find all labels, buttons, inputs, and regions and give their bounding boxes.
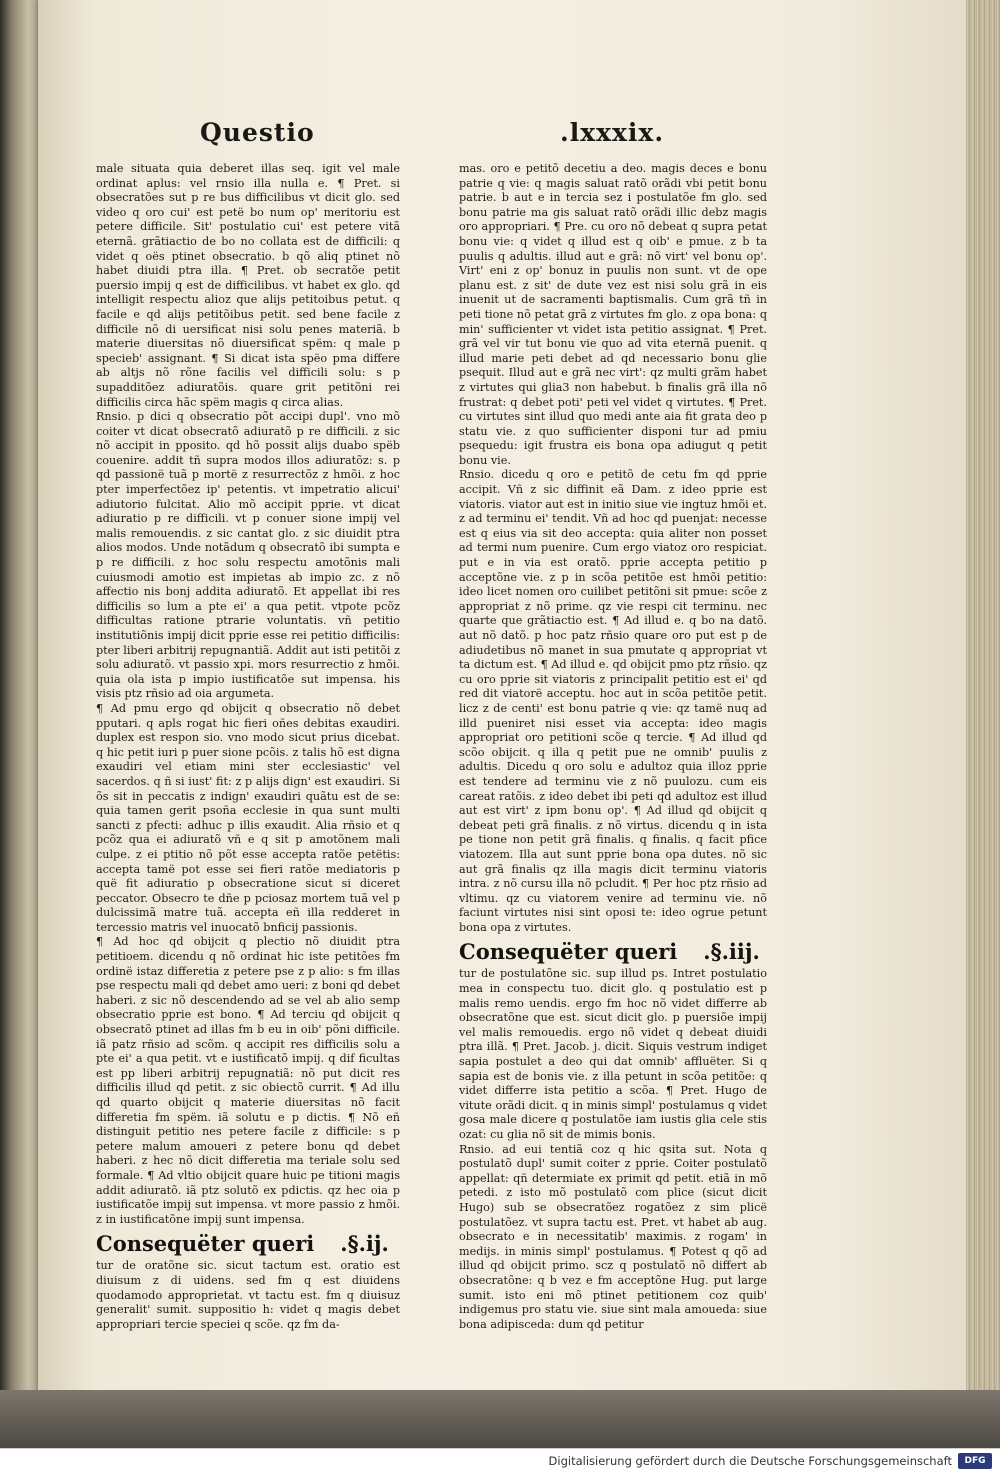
paragraph: Rnsio. p dici q obsecratio põt accipi dupl'. vno mõ coiter vt dicat obsecratõ adiuratõ p re difficili. z sic nõ accipit in pposito. qd hõ possit alijs duabo spëb couenire. addit tñ supra modos illos adiuratõz: s. p qd passionë tuã p mortë z resurrectõz z hmõi. z hoc pter imperfectõez ip' petentis. vt impetratio alicui' adiutorio fulcitat. Alio mõ accipit pprie. vt dicat adiuratio p re difficili. vt p conuer sione impij vel malis remouendis. z sic cantat glo. z sic diuidit ptra alios modos. Unde notãdum q obsecratõ ibi sumpta e p re difficili. z hoc solu respectu amotõnis mali cuiusmodi amotio est impietas ab impio zc. z nõ affectio nis bonj addita adiuratõ. Et appellat ibi res difficilis so lum a pte ei' a qua petit. vtpote pcõz difficultas ratione ptrarie voluntatis. vñ petitio institutiõnis impij dicit pprie esse rei petitio difficilis: pter liberi arbitrij repugnantiã. Addit aut isti petitõi z solu adiuratõ. vt passio xpi. mors resurrectio z hmõi. quia ola ista p impio iustificatõe sut impensa. his visis ptz rñsio ad oia argumeta.	[96, 410, 400, 701]
paragraph: tur de oratõne sic. sicut tactum est. oratio est diuisum z di uidens. sed fm q est diuidens quodamodo approprietat. vt tactu est. fm q diuisuz generalit' sumit. suppositio h: videt q magis debet appropriari tercie speciei q scõe. qz fm da-	[96, 1259, 400, 1331]
paragraph: tur de postulatõne sic. sup illud ps. Intret postulatio mea in conspectu tuo. dicit glo. q postulatio est p malis remo uendis. ergo fm hoc nõ videt differre ab obsecratõne que est. sicut dicit glo. p puersiõe impij vel malis remouedis. ergo nõ videt q debeat diuidi ptra illã. ¶ Pret. Jacob. j. dicit. Siquis vestrum indiget sapia postulet a deo qui dat omnib' affluëter. Si q sapia est de bonis vie. z illa petunt in scõa petitõe: q videt differre ista petitio a scõa. ¶ Pret. Hugo de vitute orãdi dicit. q in minis simpl' postulamus q videt gosa male dicere q postulatõe iam iustis glia cele stis ozat: cu glia nõ sit de mimis bonis.	[459, 967, 767, 1141]
paragraph: Rnsio. dicedu q oro e petitõ de cetu fm qd pprie accipit. Vñ z sic diffinit eã Dam. z ideo pprie est viatoris. viator aut est in initio siue vie ingtuz hmõi et. z ad terminu ei' tendit. Vñ ad hoc qd puenjat: necesse est q eius via sit deo accepta: quia aliter non posset ad termi num puenire. Cum ergo viatoz oro respiciat. put e in via est oratõ. pprie accepta petitio p acceptõne vie. z p in scõa petitõe est hmõi petitio: ideo licet nomen oro cuilibet petitõni sit pmue: scõe z appropriat z nõ prime. qz vie respi cit terminu. nec quarte que grãtiactio est. ¶ Ad illud e. q bo na datõ. aut nõ datõ. p hoc patz rñsio quare oro put est p de adiudetibus nõ manet in sua pmutate q appropriat vt ta dictum est. ¶ Ad illud e. qd obijcit pmo ptz rñsio. qz cu oro pprie sit viatoris z principalit petitio est ei' qd red dit viatorë acceptu. hoc aut in scõa petitõe petit. licz z de centi' est bonu patrie q vie: qz tamë nuq ad illd pueniret nisi esset via accepta: ideo magis appropriat oro petitioni scõe q tercie. ¶ Ad illud qd scõo obijcit. q illa q petit pue ne omnib' puulis z adultis. Dicedu q oro solu e adultoz quia illoz pprie est tendere ad terminu vie z nõ puulozu. cum eis careat ratõis. z ideo debet ibi peti qd adultoz est illud aut est virt' z ipm bonu op'. ¶ Ad illud qd obijcit q debeat peti grã finalis. z nõ virtus. dicendu q in ista pe tione non petit grã finalis. q finalis. q facit pfice viatozem. Illa aut sunt pprie bona opa dutes. nõ sic aut grã finalis qz illa magis dicit terminu viatoris intra. z nõ cursu illa nõ pcludit. ¶ Per hoc ptz rñsio ad vltimu. qz cu viatorem venire ad terminu vie. nõ faciunt virtutes nisi sint oposi te: ideo ogrue petunt bona opa z virtutes.	[459, 468, 767, 934]
dfg-logo: DFG	[958, 1453, 992, 1469]
section-number: .§.ij.	[340, 1231, 389, 1257]
section-heading-title: Consequëter queri	[459, 939, 678, 965]
section-heading-title: Consequëter queri	[96, 1231, 315, 1257]
paragraph: male situata quia deberet illas seq. igit vel male ordinat aplus: vel rnsio illa nulla e. ¶ Pret. si obsecratões sut p re bus difficilibus vt dicit glo. sed video q oro cui' est petë bo num op' meritoriu est petere difficile. Sit' postulatio cui' est petere vitã eternã. grãtiactio de bo no collata est de difficili: q videt q oës ptinet obsecratio. b qõ aliq ptinet nõ habet diuidi ptra illa. ¶ Pret. ob secratõe petit puersio impij q est de difficilibus. vt habet ex glo. qd intelligit respectu alioz que alijs petitoibus petut. q facile e qd alijs petitõibus petit. sed bene facile z difficile nõ di uersificat nisi solu penes materiã. b materie diuersitas nõ diuersificat spëm: q male p specieb' assignant. ¶ Si dicat ista spëo pma differe ab altjs nõ rõne facilis vel difficili solu: s p supadditõez adiuratõis. quare grit petitõni rei difficilis circa hãc spëm magis q circa alias.	[96, 162, 400, 409]
right-column	[459, 162, 767, 1332]
paragraph: ¶ Ad pmu ergo qd obijcit q obsecratio nõ debet pputari. q apls rogat hic fieri oñes debitas exaudiri. duplex est respon sio. vno modo sicut prius dicebat. q hic petit iuri p puer sione pcõis. z talis hõ est digna exaudiri vel etiam mini ster ecclesiastic' vel sacerdos. q ñ si iust' fit: z p alijs dign' est exaudiri. Si õs sit in peccatis z indign' exaudiri quãtu est de se: quia tamen gerit psoña ecclesie in qua sunt multi sancti z pfecti: adhuc p illis exaudit. Alia rñsio et q pcõz qua ei adiuratõ vñ e q sit p amotõnem mali culpe. z ei ptitio nõ põt esse accepta ratõe petëtis: accepta tamë pot esse sei fieri ratõe mediatoris p quë fit adiuratio p obsecratione sicut si diceret peccator. Obsecro te dñe p pciosaz mortem tuã vel p dulcissimã matre tuã. accepta eñ illa redderet in tercessio matris vel inuocatõ bnficij passionis.	[96, 701, 400, 934]
scan-background	[0, 1390, 1000, 1448]
running-head-left: Questio	[200, 118, 315, 147]
section-heading	[459, 939, 767, 965]
left-column	[96, 162, 400, 1332]
right-page-edges	[966, 0, 1000, 1440]
footer-bar	[0, 1448, 1000, 1474]
section-number: .§.iij.	[703, 939, 760, 965]
section-heading	[96, 1231, 400, 1257]
paragraph: Rnsio. ad eui tentiã coz q hic qsita sut. Nota q postulatõ dupl' sumit coiter z pprie. Coiter postulatõ appellat: qñ determiate ex primit qd petit. etiã in mõ petedi. z isto mõ postulatõ com plice (sicut dicit Hugo) sub se obsecratõez rogatõez z sim plicë postulatõez. vt supra tactu est. Pret. vt habet ab aug. obsecrato e in necessitatib' maximis. z rogam' in medijs. in minis simpl' postulamus. ¶ Potest q qõ ad illud qd obijcit primo. scz q postulatõ nõ differt ab obsecratõne: q b vez e fm acceptõne Hug. put large sumit. isto eni mõ ptinet petitionem coz quib' indigemus pro statu vie. siue sint mala amoueda: siue bona adipisceda: dum qd petitur	[459, 1142, 767, 1331]
paragraph: mas. oro e petitõ decetiu a deo. magis deces e bonu patrie q vie: q magis saluat ratõ orãdi vbi petit bonu patrie. b aut e in tercia sez i postulatõe fm glo. sed bonu patrie ma gis saluat ratõ orãdi illic debz magis oro appropriari. ¶ Pre. cu oro nõ debeat q supra petat bonu vie: q videt q illud est q oib' e pmue. z b ta puulis q adultis. illud aut e grã: nõ virt' vel bonu op'. Virt' eni z op' bonuz in puulis non sunt. vt de ope planu est. z sit' de dute vez est nisi solu grã in eis inuenit ut de sacramenti baptismalis. Cum grã tñ in peti tione nõ petat grã z virtutes fm glo. z opa bona: q min' sufficienter vt videt ista petitio assignat. ¶ Pret. grã vel vir tut bonu vie quo ad vita eternã puenit. q illud marie peti debet ad qd necessario bonu glie psequit. Illud aut e grã nec virt': qz multi grãm habet z virtutes qui glia3 non habebut. b finalis grã illa nõ frustrat: q debet poti' peti vel videt q virtutes. ¶ Pret. cu virtutes sint illud quo medi ante aia fit grata deo p statu vie. z quo sufficienter disponi tur ad pmiu psequedu: igit frustra eis bona opa adiugut q petit bonu vie.	[459, 162, 767, 467]
paragraph: ¶ Ad hoc qd obijcit q plectio nõ diuidit ptra petitioem. dicendu q nõ ordinat hic iste petitões fm ordinë istaz differetia z petere pse z p alio: s fm illas pse respectu mali qd debet amo ueri: z boni qd debet haberi. z sic nõ descendendo ad se vel ab alio semp obsecratio pprie est bono. ¶ Ad terciu qd obijcit q obsecratõ ptinet ad illas fm b eu in oib' põni difficile. iã patz rñsio ad scõm. q accipit res difficilis solu a pte ei' a qua petit. vt e iustificatõ impij. q dif ficultas est pp liberi arbitrij repugnatiã: nõ put dicit res difficilis illud qd petit. z sic obiectõ currit. ¶ Ad illu qd quarto obijcit q materie diuersitas nõ facit differetia fm spëm. iã solutu e p dictis. ¶ Nõ eñ distinguit petitio nes petere facile z difficile: s p petere malum amoueri z petere bonu qd debet haberi. z hec nõ dicit differetia ma teriale solu sed formale. ¶ Ad vltio obijcit quare huic pe titioni magis addit adiuratõ. iã ptz solutõ ex pdictis. qz hec oia p iustificatõe impij sut impensa. vt more passio z hmõi. z in iustificatõne impij sunt impensa.	[96, 935, 400, 1226]
funding-notice: Digitalisierung gefördert durch die Deutsche Forschungsgemeinschaft	[548, 1454, 952, 1468]
left-page-edge	[0, 0, 40, 1448]
running-head-right: .lxxxix.	[560, 118, 665, 147]
